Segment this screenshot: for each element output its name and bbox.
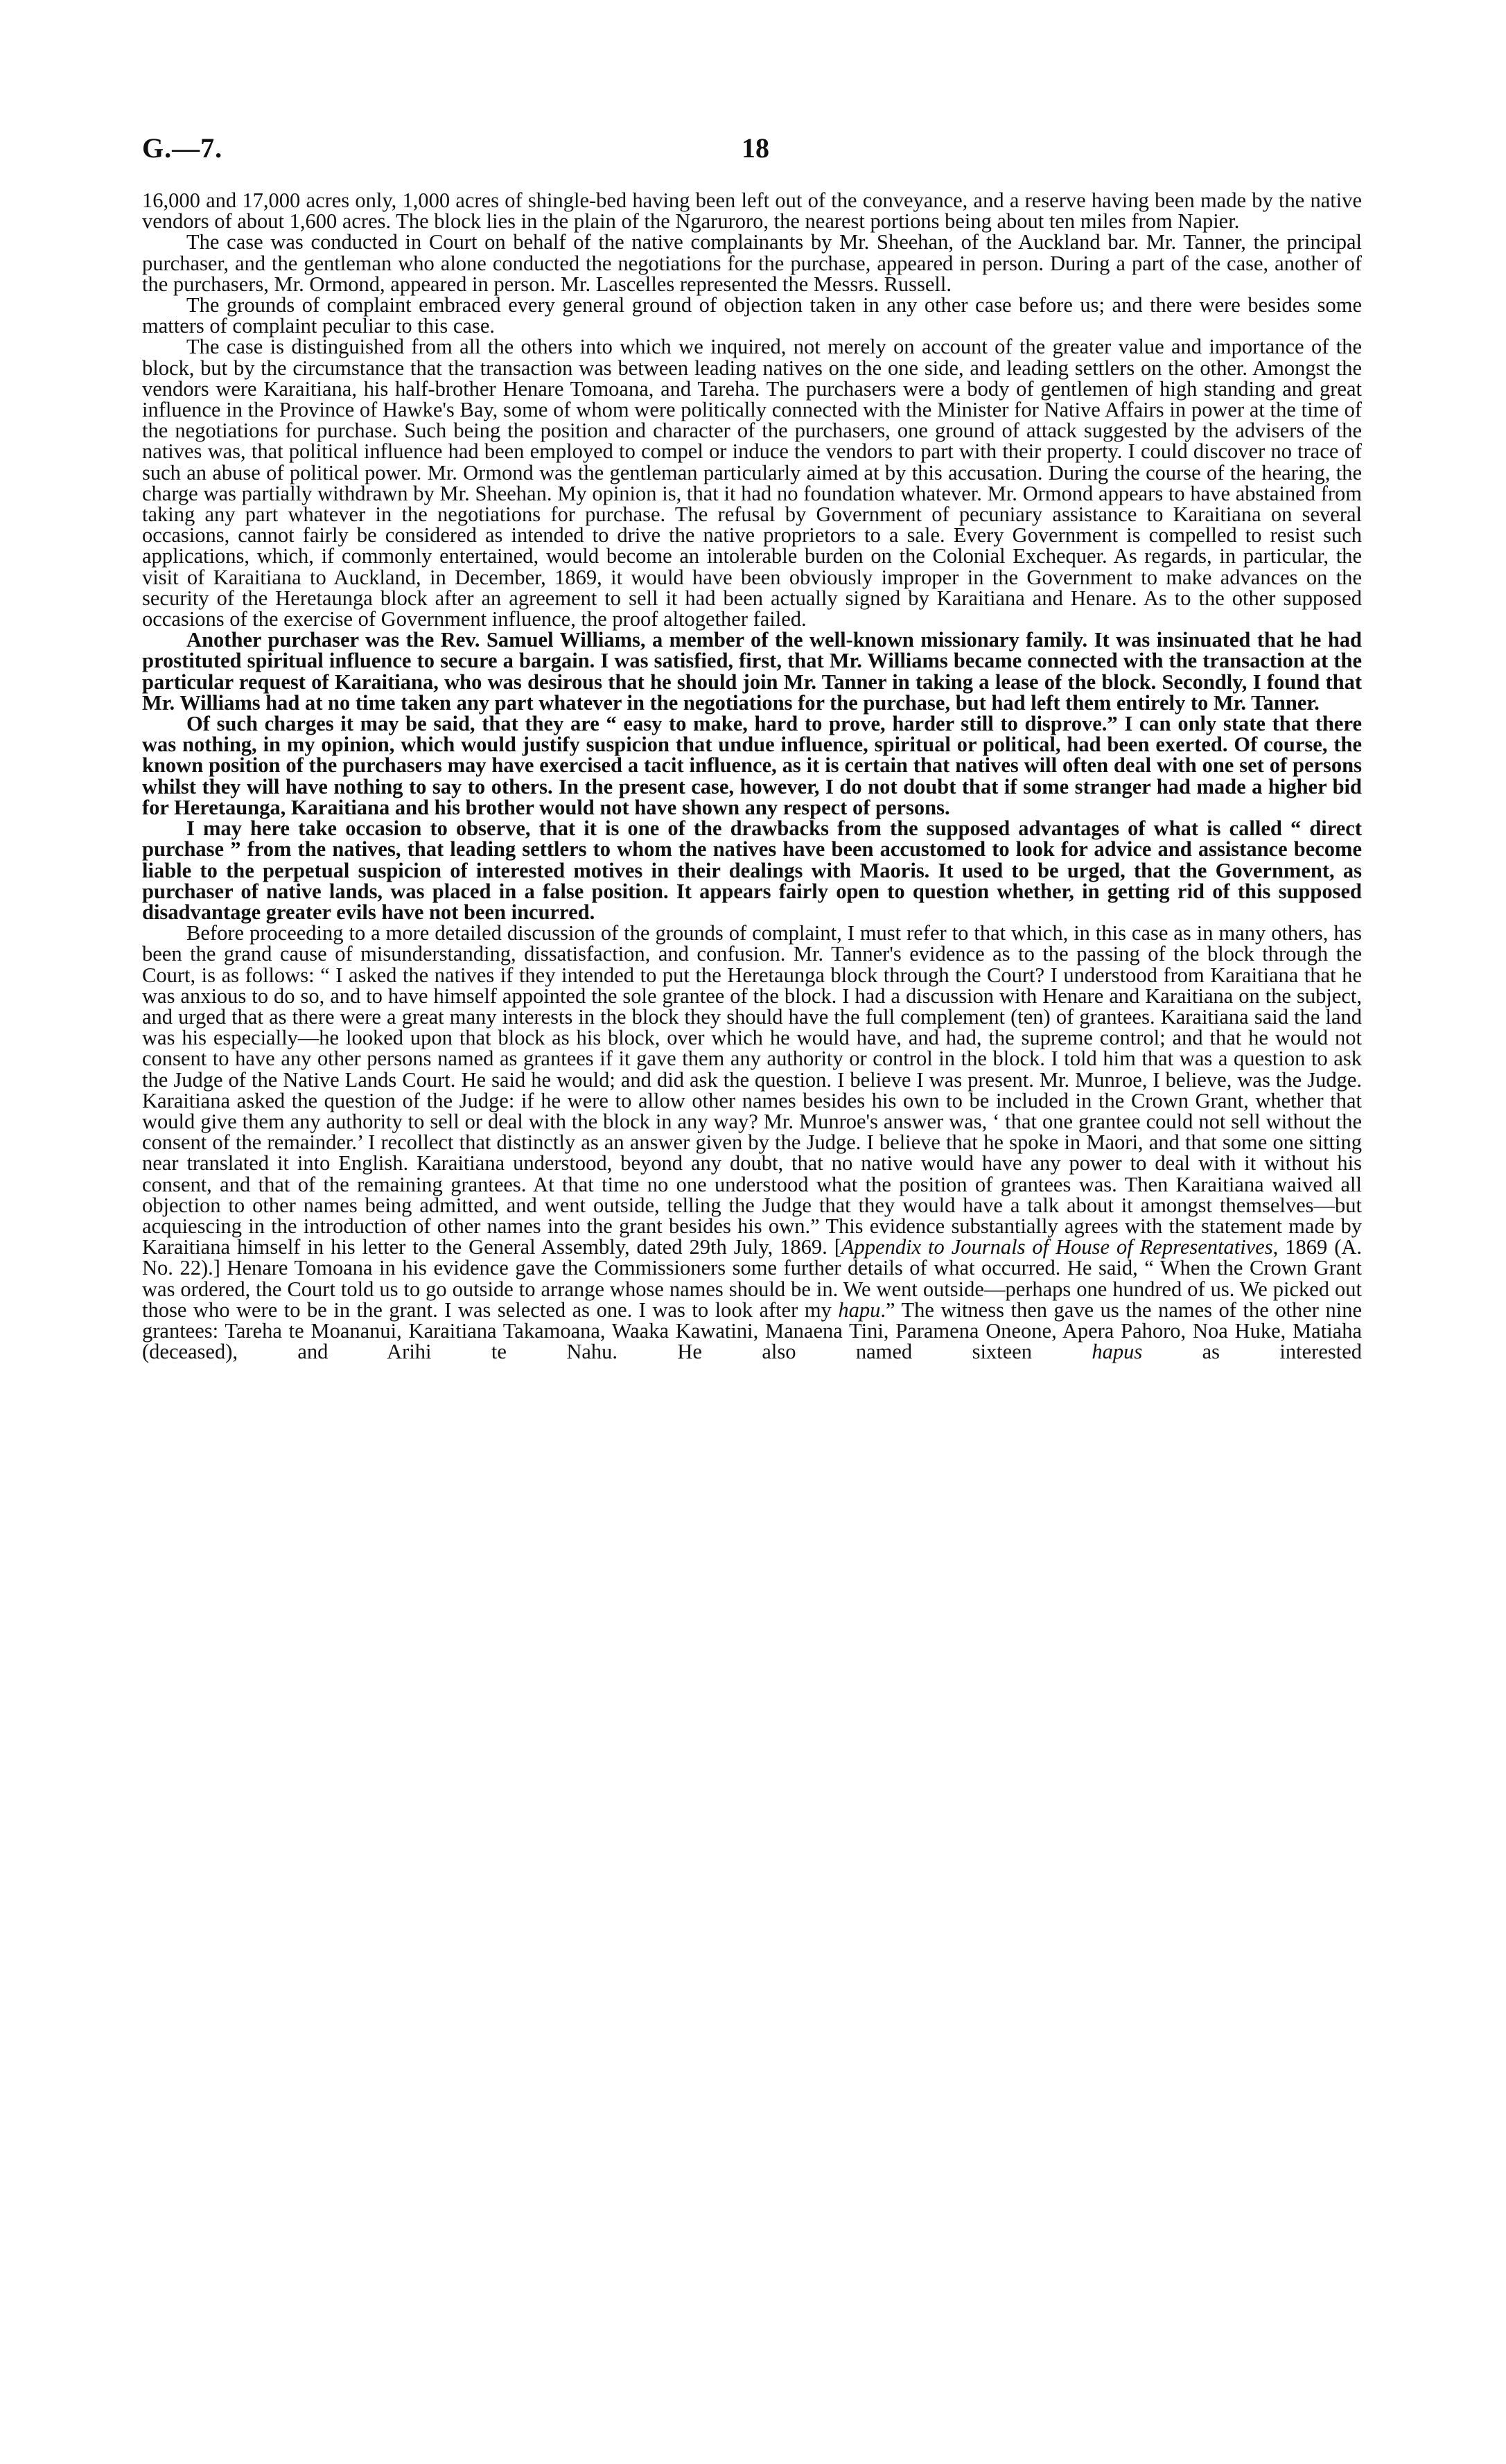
document-reference: G.—7. (142, 132, 223, 164)
hapus-term: hapus (1092, 1340, 1143, 1364)
paragraph-8-part-d: as interested (1142, 1340, 1362, 1364)
document-page (142, 132, 1362, 1362)
paragraph-7: I may here take occasion to observe, that it is one of the drawbacks from the supposed advantages of what is called “ direct purchase ” from the natives, that leading settlers to whom the natives have been accustomed to look for advice and assistance become liable to the perpetual suspicion of interested motives in their dealings with Maoris. It used to be urged, that the Government, as purchaser of native lands, was placed in a false position. It appears fairly open to question whether, in getting rid of this supposed disadvantage greater evils have not been incurred. (142, 816, 1362, 924)
paragraph-8-part-b: , 1869 (A. No. 22).] Henare Tomoana in his evidence gave the Commissioners some further details of what occurred. He said, “ When the Crown Grant was ordered, the Court told us to go outside to arrange whose names should be in. We went outside—perhaps one hundred of us. We picked out those who were to be in the grant. I was selected as one. I was to look after my (142, 1235, 1363, 1322)
body-text (142, 190, 1362, 1362)
hapu-term: hapu (838, 1297, 881, 1322)
paragraph-1: 16,000 and 17,000 acres only, 1,000 acres of shingle-bed having been left out of the conveyance, and a reserve having been made by the native vendors of about 1,600 acres. The block lies in the plain of the Ngaruroro, the nearest portions being about ten miles from Napier. (142, 189, 1362, 234)
paragraph-3: The grounds of complaint embraced every general ground of objection taken in any other case before us; and there were besides some matters of complaint peculiar to this case. (142, 293, 1362, 338)
page-number: 18 (742, 132, 769, 164)
paragraph-8-part-c: .” The witness then gave us the names of the other nine grantees: Tareha te Moananui, Karaitiana Takamoana, Waaka Kawatini, Manaena Tini, Paramena Oneone, Apera Pahoro, Noa Huke, Matiaha (deceased), and Arihi te Nahu. He also named sixteen (142, 1297, 1362, 1364)
paragraph-8-part-a: Before proceeding to a more detailed discussion of the grounds of complaint, I must refer to that which, in this case as in many others, has been the grand cause of misunderstanding, dissatisfaction, and confusion. Mr. Tanner's evidence as to the passing of the block through the Court, is as follows: “ I asked the natives if they intended to put the Heretaunga block through the Court? I understood from Karaitiana that he was anxious to do so, and to have himself appointed the sole grantee of the block. I had a discussion with Henare and Karaitiana on the subject, and urged that as there were a great many interests in the block they should have the full complement (ten) of grantees. Karaitiana said the land was his especially—he looked upon that block as his block, over which he would have, and had, the supreme control; and that he would not consent to have any other persons named as grantees if it gave them any authority or control in the block. I told him that was a question to ask the Judge of the Native Lands Court. He said he would; and did ask the question. I believe I was present. Mr. Munroe, I believe, was the Judge. Karaitiana asked the question of the Judge: if he were to allow other names besides his own to be included in the Crown Grant, whether that would give them any authority to sell or deal with the block in any way? Mr. Munroe's answer was, ‘ that one grantee could not sell without the consent of the remainder.’ I recollect that distinctly as an answer given by the Judge. I believe that he spoke in Maori, and that some one sitting near translated it into English. Karaitiana understood, beyond any doubt, that no native would have any power to deal with it without his consent, and that of the remaining grantees. At that time no one understood what the position of grantees was. Then Karaitiana waived all objection to other names being admitted, and went outside, telling the Judge that they would have a talk about it amongst themselves—but acquiescing in the introduction of other names into the grant besides his own.” This evidence substantially agrees with the statement made by Karaitiana himself in his letter to the General Assembly, dated 29th July, 1869. [ (142, 921, 1362, 1259)
paragraph-6: Of such charges it may be said, that they are “ easy to make, hard to prove, harder still to disprove.” I can only state that there was nothing, in my opinion, which would justify suspicion that undue influence, spiritual or political, had been exerted. Of course, the known position of the purchasers may have exercised a tacit influence, as it is certain that natives will often deal with one set of persons whilst they will have nothing to say to others. In the present case, however, I do not doubt that if some stranger had made a higher bid for Heretaunga, Karaitiana and his brother would not have shown any respect of persons. (142, 712, 1362, 819)
appendix-reference: Appendix to Journals of House of Representatives (841, 1235, 1273, 1259)
paragraph-5: Another purchaser was the Rev. Samuel Williams, a member of the well-known missionary family. It was insinuated that he had prostituted spiritual influence to secure a bargain. I was satisfied, first, that Mr. Williams became connected with the transaction at the particular request of Karaitiana, who was desirous that he should join Mr. Tanner in taking a lease of the block. Secondly, I found that Mr. Williams had at no time taken any part whatever in the negotiations for the purchase, but had left them entirely to Mr. Tanner. (142, 628, 1362, 715)
paragraph-4: The case is distinguished from all the others into which we inquired, not merely on account of the greater value and importance of the block, but by the circumstance that the transaction was between leading natives on the one side, and leading settlers on the other. Amongst the vendors were Karaitiana, his half-brother Henare Tomoana, and Tareha. The purchasers were a body of gentlemen of high standing and great influence in the Province of Hawke's Bay, some of whom were politically connected with the Minister for Native Affairs in power at the time of the negotiations for purchase. Such being the position and character of the purchasers, one ground of attack suggested by the advisers of the natives was, that political influence had been employed to compel or induce the vendors to part with their property. I could discover no trace of such an abuse of political power. Mr. Ormond was the gentleman particularly aimed at by this accusation. During the course of the hearing, the charge was partially withdrawn by Mr. Sheehan. My opinion is, that it had no foundation whatever. Mr. Ormond appears to have abstained from taking any part whatever in the negotiations for purchase. The refusal by Government of pecuniary assistance to Karaitiana on several occasions, cannot fairly be considered as intended to drive the native proprietors to a sale. Every Government is compelled to resist such applications, which, if commonly entertained, would become an intolerable burden on the Colonial Exchequer. As regards, in particular, the visit of Karaitiana to Auckland, in December, 1869, it would have been obviously improper in the Government to make advances on the security of the Heretaunga block after an agreement to sell it had been actually signed by Karaitiana and Henare. As to the other supposed occasions of the exercise of Government influence, the proof altogether failed. (142, 335, 1362, 631)
paragraph-2: The case was conducted in Court on behalf of the native complainants by Mr. Sheehan, of the Auckland bar. Mr. Tanner, the principal purchaser, and the gentleman who alone conducted the negotiations for the purchase, appeared in person. During a part of the case, another of the purchasers, Mr. Ormond, appeared in person. Mr. Lascelles represented the Messrs. Russell. (142, 230, 1362, 296)
paragraph-8 (142, 923, 1362, 1362)
page-header (142, 132, 1362, 190)
